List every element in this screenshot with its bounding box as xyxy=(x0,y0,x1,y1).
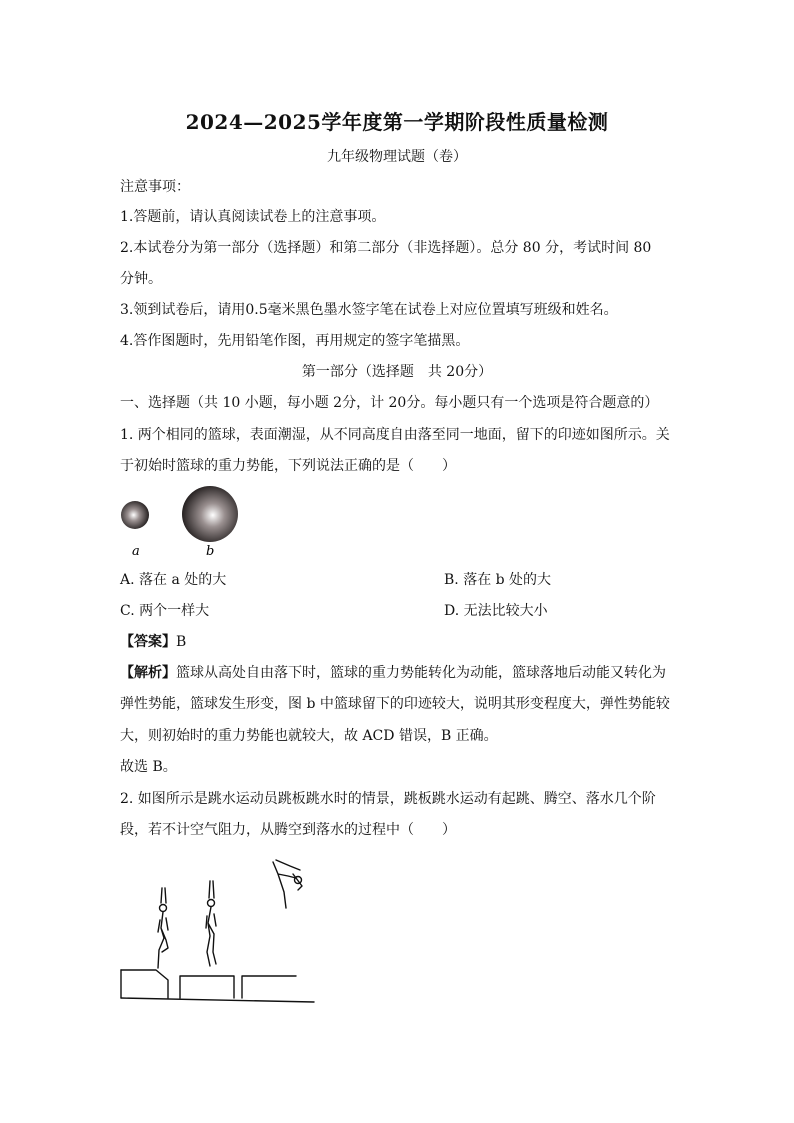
ball-mark-a xyxy=(121,501,149,529)
fig-label-b: b xyxy=(206,544,215,559)
q1-answer xyxy=(120,632,186,652)
platform-2 xyxy=(242,976,296,998)
answer-label: 【答案】 xyxy=(120,634,176,650)
q1-stem-line2: 于初始时篮球的重力势能，下列说法正确的是（ ） xyxy=(120,458,456,474)
diver-takeoff xyxy=(158,888,168,968)
answer-value: B xyxy=(176,634,187,650)
q1-analysis-line3: 大，则初始时的重力势能也就较大，故 ACD 错误，B 正确。 xyxy=(120,728,498,744)
q1-option-d: D. 无法比较大小 xyxy=(444,603,548,619)
notice-item-3: 3.领到试卷后，请用0.5毫米黑色墨水签字笔在试卷上对应位置填写班级和姓名。 xyxy=(120,302,618,318)
page-title: 2024—2025学年度第一学期阶段性质量检测 xyxy=(185,110,609,134)
q1-stem-line1: 1. 两个相同的篮球，表面潮湿，从不同高度自由落至同一地面，留下的印迹如图所示。关 xyxy=(120,427,670,443)
platform-1 xyxy=(180,976,234,998)
q1-option-b: B. 落在 b 处的大 xyxy=(444,572,552,588)
diver-flight xyxy=(206,881,216,966)
fig-label-a: a xyxy=(132,544,140,559)
q1-conclusion: 故选 B。 xyxy=(120,759,177,775)
ground-line xyxy=(121,998,314,1002)
springboard xyxy=(121,970,168,998)
q2-diving-figure xyxy=(118,848,318,1008)
diver-entry xyxy=(273,860,302,908)
q1-option-c: C. 两个一样大 xyxy=(120,603,210,619)
q2-stem-line1: 2. 如图所示是跳水运动员跳板跳水时的情景，跳板跳水运动有起跳、腾空、落水几个阶 xyxy=(120,791,656,807)
notice-item-1: 1.答题前，请认真阅读试卷上的注意事项。 xyxy=(120,209,386,225)
ball-mark-b xyxy=(182,486,238,542)
notice-heading: 注意事项： xyxy=(120,179,190,195)
q1-option-a: A. 落在 a 处的大 xyxy=(120,572,227,588)
notice-item-2-cont: 分钟。 xyxy=(120,271,162,287)
page-subtitle: 九年级物理试题（卷） xyxy=(327,149,467,165)
q1-analysis-line2: 弹性势能，篮球发生形变，图 b 中篮球留下的印迹较大，说明其形变程度大，弹性势能较 xyxy=(120,696,670,712)
part1-heading: 第一部分（选择题 共 20分） xyxy=(301,364,493,380)
notice-item-2: 2.本试卷分为第一部分（选择题）和第二部分（非选择题）。总分 80 分，考试时间 80 xyxy=(120,240,652,256)
section-heading: 一、选择题（共 10 小题，每小题 2分，计 20分。每小题只有一个选项是符合题意的） xyxy=(120,395,659,411)
analysis-text-1: 篮球从高处自由落下时，篮球的重力势能转化为动能，篮球落地后动能又转化为 xyxy=(176,665,666,681)
q1-figure xyxy=(115,484,255,564)
notice-item-4: 4.答作图题时，先用铅笔作图，再用规定的签字笔描黑。 xyxy=(120,333,470,349)
q2-stem-line2: 段，若不计空气阻力，从腾空到落水的过程中（ ） xyxy=(120,822,456,838)
q1-analysis-line1 xyxy=(120,663,666,683)
analysis-label: 【解析】 xyxy=(120,665,176,681)
